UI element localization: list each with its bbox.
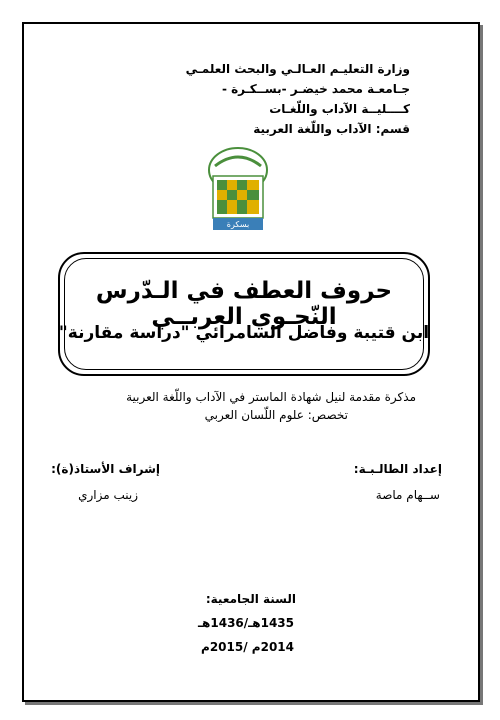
faculty-name: كــــليــة الآداب واللّغـات: [269, 102, 410, 116]
academic-year-label: السنة الجامعية:: [205, 592, 296, 606]
student-name: ســهام ماصة: [375, 488, 440, 502]
university-emblem-icon: [207, 146, 269, 234]
thesis-title: حروف العطف في الـدّرس النّحـوي العربــي: [95, 278, 393, 330]
student-label: إعداد الطالـبـة:: [353, 462, 442, 476]
supervisor-name: زينب مزاري: [78, 488, 138, 502]
supervisor-label: إشراف الأستاذ(ة):: [51, 462, 160, 476]
ministry-name: وزارة التعليـم العـالـي والبحث العلمـي: [185, 62, 410, 76]
university-name: جـامعـة محمد خيضـر -بســكـرة -: [221, 82, 410, 96]
academic-year-hijri: 1435هـ/1436هـ: [197, 616, 294, 630]
academic-year-gregorian: 2014م /2015م: [201, 640, 294, 654]
thesis-subtitle: ابن قتيبة وفاضل السامرائي "دراسة مقارنة": [58, 323, 430, 343]
memo-description: مذكرة مقدمة لنيل شهادة الماستر في الآداب واللّغة العربية: [126, 390, 416, 404]
department-name: قسم: الآداب واللّغة العربية: [253, 122, 410, 136]
specialization: تخصص: علوم اللّسان العربي: [204, 408, 348, 422]
logo-text: بسكرة: [226, 220, 250, 229]
